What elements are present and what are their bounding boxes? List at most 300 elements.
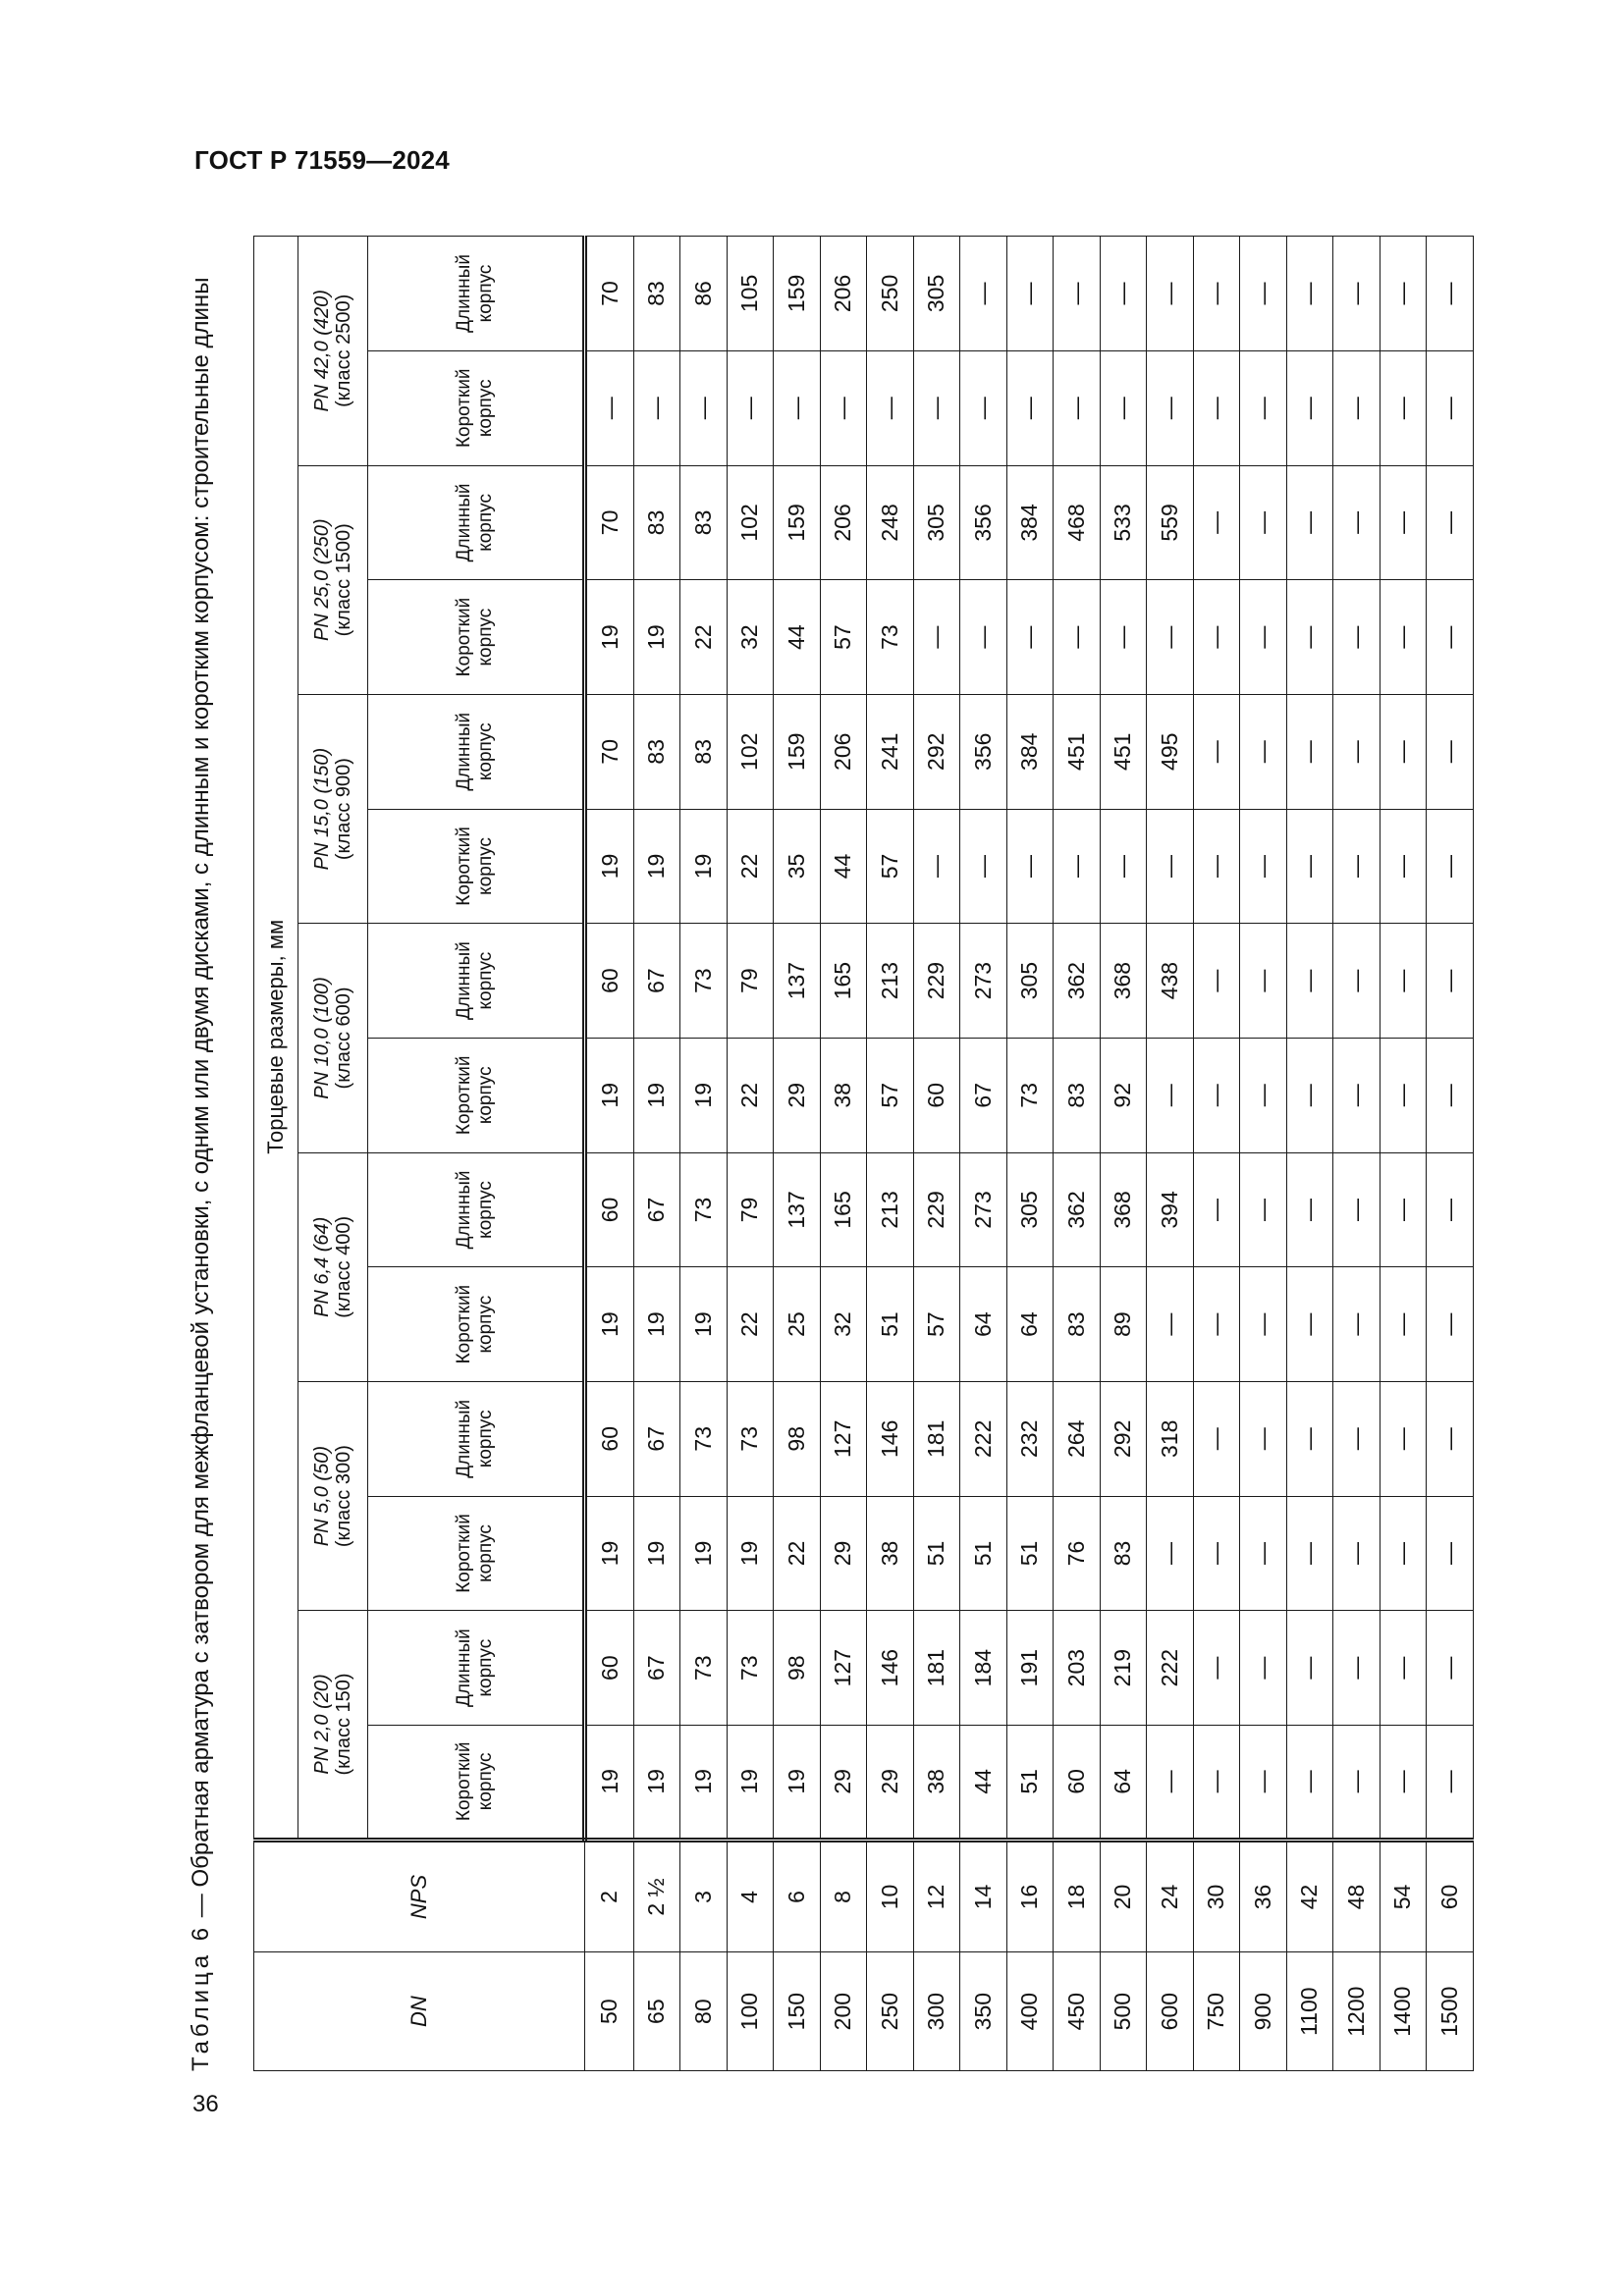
cell-value: 362	[1054, 1152, 1101, 1267]
cell-value: 70	[585, 237, 634, 351]
cell-value: —	[1100, 237, 1147, 351]
cell-value: —	[1193, 580, 1240, 695]
cell-value: —	[1286, 465, 1333, 580]
cell-value: —	[1193, 694, 1240, 809]
cell-dn: 500	[1100, 1952, 1147, 2071]
header-row-classes	[298, 237, 368, 2071]
header-class-0	[298, 1611, 368, 1840]
cell-value: 19	[585, 1038, 634, 1152]
class-rating-label: (класс 1500)	[333, 523, 354, 637]
cell-value: 83	[633, 237, 680, 351]
cell-value: 35	[774, 809, 821, 924]
cell-value: 206	[820, 694, 867, 809]
cell-value: 241	[867, 694, 914, 809]
cell-value: 137	[774, 1152, 821, 1267]
cell-value: 29	[867, 1725, 914, 1840]
cell-value: 73	[1006, 1038, 1054, 1152]
cell-value: —	[1240, 237, 1287, 351]
cell-value: 83	[1100, 1496, 1147, 1611]
cell-nps: 60	[1427, 1840, 1474, 1952]
cell-value: 67	[633, 1381, 680, 1496]
cell-value: —	[1427, 1611, 1474, 1726]
class-rating-label: (класс 600)	[333, 987, 354, 1090]
cell-value: —	[1427, 1038, 1474, 1152]
table-row	[867, 237, 914, 2071]
cell-value: 19	[633, 809, 680, 924]
cell-value: —	[960, 580, 1007, 695]
cell-value: —	[1286, 924, 1333, 1039]
header-short-body: Короткий корпус	[368, 1725, 585, 1840]
cell-value: 165	[820, 1152, 867, 1267]
cell-value: 79	[727, 924, 774, 1039]
cell-value: —	[1240, 1381, 1287, 1496]
cell-value: —	[1380, 1152, 1427, 1267]
cell-value: —	[1240, 1611, 1287, 1726]
cell-value: —	[1240, 1038, 1287, 1152]
cell-value: 22	[680, 580, 728, 695]
cell-value: 127	[820, 1611, 867, 1726]
cell-value: 57	[867, 809, 914, 924]
cell-value: —	[1006, 580, 1054, 695]
cell-value: —	[585, 350, 634, 465]
header-short-body: Короткий корпус	[368, 350, 585, 465]
cell-value: —	[960, 350, 1007, 465]
cell-value: —	[1286, 1381, 1333, 1496]
cell-nps: 36	[1240, 1840, 1287, 1952]
cell-value: —	[1286, 1038, 1333, 1152]
cell-value: —	[1240, 1496, 1287, 1611]
cell-value: 19	[633, 1725, 680, 1840]
cell-dn: 750	[1193, 1952, 1240, 2071]
cell-nps: 42	[1286, 1840, 1333, 1952]
cell-nps: 12	[913, 1840, 960, 1952]
header-long-body: Длинный корпус	[368, 237, 585, 351]
cell-value: 98	[774, 1611, 821, 1726]
cell-value: 73	[680, 1381, 728, 1496]
table-row	[1054, 237, 1101, 2071]
cell-value: 57	[867, 1038, 914, 1152]
cell-value: 89	[1100, 1267, 1147, 1382]
header-long-body: Длинный корпус	[368, 694, 585, 809]
cell-value: —	[913, 580, 960, 695]
cell-dn: 200	[820, 1952, 867, 2071]
cell-value: —	[867, 350, 914, 465]
cell-value: —	[820, 350, 867, 465]
cell-value: 29	[820, 1496, 867, 1611]
cell-value: —	[1427, 580, 1474, 695]
cell-value: 51	[1006, 1725, 1054, 1840]
cell-value: 60	[585, 924, 634, 1039]
cell-value: 19	[585, 1267, 634, 1382]
header-long-body: Длинный корпус	[368, 1381, 585, 1496]
cell-value: 38	[913, 1725, 960, 1840]
cell-value: —	[1006, 809, 1054, 924]
cell-value: —	[1380, 1496, 1427, 1611]
class-pn-label: PN 10,0 (100)	[311, 977, 333, 1099]
header-short-body: Короткий корпус	[368, 580, 585, 695]
cell-value: 67	[960, 1038, 1007, 1152]
cell-value: 232	[1006, 1381, 1054, 1496]
cell-value: 86	[680, 237, 728, 351]
cell-dn: 250	[867, 1952, 914, 2071]
cell-value: —	[1380, 465, 1427, 580]
cell-value: 229	[913, 1152, 960, 1267]
cell-value: —	[727, 350, 774, 465]
header-class-2	[298, 1152, 368, 1381]
cell-value: —	[1333, 1038, 1380, 1152]
cell-value: 38	[867, 1496, 914, 1611]
cell-value: 19	[680, 1725, 728, 1840]
cell-value: 19	[585, 1725, 634, 1840]
class-rating-label: (класс 900)	[333, 758, 354, 861]
cell-value: —	[1333, 1611, 1380, 1726]
cell-value: —	[1006, 237, 1054, 351]
header-class-6	[298, 237, 368, 466]
header-class-1	[298, 1381, 368, 1610]
cell-value: 451	[1100, 694, 1147, 809]
cell-value: 19	[633, 1496, 680, 1611]
cell-value: 60	[1054, 1725, 1101, 1840]
cell-value: —	[1193, 465, 1240, 580]
cell-value: 76	[1054, 1496, 1101, 1611]
cell-dn: 1100	[1286, 1952, 1333, 2071]
cell-value: 206	[820, 237, 867, 351]
cell-value: —	[1054, 809, 1101, 924]
cell-dn: 80	[680, 1952, 728, 2071]
cell-value: —	[1286, 1725, 1333, 1840]
cell-value: 19	[680, 1267, 728, 1382]
cell-value: —	[1054, 237, 1101, 351]
cell-value: 19	[633, 1038, 680, 1152]
cell-value: —	[1147, 237, 1194, 351]
cell-value: —	[1147, 1267, 1194, 1382]
page-number: 36	[192, 2091, 219, 2117]
cell-value: 67	[633, 1611, 680, 1726]
cell-value: 184	[960, 1611, 1007, 1726]
cell-value: 292	[913, 694, 960, 809]
cell-value: 22	[727, 809, 774, 924]
cell-value: —	[1193, 1725, 1240, 1840]
cell-value: 305	[1006, 924, 1054, 1039]
cell-value: —	[960, 237, 1007, 351]
cell-value: —	[1286, 809, 1333, 924]
cell-value: 29	[774, 1038, 821, 1152]
cell-value: 368	[1100, 924, 1147, 1039]
cell-value: 356	[960, 694, 1007, 809]
cell-value: 264	[1054, 1381, 1101, 1496]
cell-value: 29	[820, 1725, 867, 1840]
cell-value: 384	[1006, 694, 1054, 809]
cell-value: 70	[585, 465, 634, 580]
cell-value: 229	[913, 924, 960, 1039]
cell-value: —	[1333, 580, 1380, 695]
cell-value: 305	[913, 465, 960, 580]
header-end-dimensions: Торцевые размеры, мм	[254, 237, 298, 1841]
cell-value: 83	[680, 694, 728, 809]
cell-value: —	[1193, 1496, 1240, 1611]
cell-value: —	[1427, 237, 1474, 351]
cell-value: 102	[727, 694, 774, 809]
cell-value: 73	[680, 1611, 728, 1726]
cell-value: —	[1193, 1381, 1240, 1496]
rotated-table-block	[187, 236, 1462, 2071]
cell-dn: 400	[1006, 1952, 1054, 2071]
cell-value: —	[1380, 580, 1427, 695]
cell-value: 362	[1054, 924, 1101, 1039]
table-row	[774, 237, 821, 2071]
cell-value: 394	[1147, 1152, 1194, 1267]
cell-value: 73	[867, 580, 914, 695]
cell-value: —	[1286, 1152, 1333, 1267]
table-row	[913, 237, 960, 2071]
cell-value: —	[1240, 580, 1287, 695]
cell-value: 438	[1147, 924, 1194, 1039]
cell-value: 468	[1054, 465, 1101, 580]
cell-value: —	[1333, 1725, 1380, 1840]
cell-value: 51	[960, 1496, 1007, 1611]
cell-value: 19	[680, 1038, 728, 1152]
cell-value: —	[1147, 1038, 1194, 1152]
cell-dn: 300	[913, 1952, 960, 2071]
cell-value: 206	[820, 465, 867, 580]
cell-value: —	[1333, 1152, 1380, 1267]
header-row-group	[254, 237, 298, 2071]
cell-value: 98	[774, 1381, 821, 1496]
cell-value: —	[1100, 580, 1147, 695]
cell-value: 146	[867, 1381, 914, 1496]
header-short-body: Короткий корпус	[368, 1496, 585, 1611]
cell-value: 181	[913, 1611, 960, 1726]
table-row	[1380, 237, 1427, 2071]
table-row	[1006, 237, 1054, 2071]
class-pn-label: PN 6,4 (64)	[311, 1216, 333, 1317]
cell-value: 273	[960, 924, 1007, 1039]
cell-value: —	[1147, 350, 1194, 465]
cell-value: 32	[727, 580, 774, 695]
cell-value: 19	[680, 1496, 728, 1611]
class-pn-label: PN 25,0 (250)	[311, 518, 333, 642]
class-pn-label: PN 2,0 (20)	[311, 1674, 333, 1775]
cell-value: 19	[727, 1725, 774, 1840]
class-rating-label: (класс 400)	[333, 1215, 354, 1318]
cell-value: —	[1147, 809, 1194, 924]
cell-value: 51	[913, 1496, 960, 1611]
cell-dn: 600	[1147, 1952, 1194, 2071]
cell-nps: 18	[1054, 1840, 1101, 1952]
cell-value: —	[1333, 465, 1380, 580]
table-row	[1100, 237, 1147, 2071]
table-row	[960, 237, 1007, 2071]
cell-value: —	[1240, 465, 1287, 580]
cell-value: —	[1427, 350, 1474, 465]
cell-value: 73	[680, 924, 728, 1039]
cell-value: 64	[1006, 1267, 1054, 1382]
cell-value: —	[1240, 1152, 1287, 1267]
cell-value: —	[1333, 1267, 1380, 1382]
cell-nps: 30	[1193, 1840, 1240, 1952]
cell-dn: 150	[774, 1952, 821, 2071]
cell-value: 191	[1006, 1611, 1054, 1726]
cell-value: 83	[680, 465, 728, 580]
cell-value: —	[1380, 694, 1427, 809]
cell-value: —	[1193, 350, 1240, 465]
header-short-body: Короткий корпус	[368, 1038, 585, 1152]
header-long-body: Длинный корпус	[368, 1611, 585, 1726]
cell-dn: 1400	[1380, 1952, 1427, 2071]
cell-value: 222	[960, 1381, 1007, 1496]
cell-nps: 14	[960, 1840, 1007, 1952]
cell-nps: 16	[1006, 1840, 1054, 1952]
table-row	[1286, 237, 1333, 2071]
header-class-4	[298, 694, 368, 923]
cell-value: —	[1100, 809, 1147, 924]
cell-value: —	[1286, 1611, 1333, 1726]
cell-value: 73	[727, 1611, 774, 1726]
cell-value: —	[1193, 237, 1240, 351]
cell-value: —	[1240, 694, 1287, 809]
cell-value: —	[1193, 1152, 1240, 1267]
cell-value: —	[1286, 1267, 1333, 1382]
class-pn-label: PN 15,0 (150)	[311, 747, 333, 871]
header-class-3	[298, 924, 368, 1152]
cell-value: —	[1380, 350, 1427, 465]
cell-value: 559	[1147, 465, 1194, 580]
cell-value: 273	[960, 1152, 1007, 1267]
header-long-body: Длинный корпус	[368, 1152, 585, 1267]
cell-value: —	[1286, 237, 1333, 351]
cell-value: —	[1333, 1496, 1380, 1611]
cell-value: —	[1193, 1611, 1240, 1726]
cell-value: —	[960, 809, 1007, 924]
cell-value: —	[1240, 350, 1287, 465]
table-row	[1427, 237, 1474, 2071]
cell-value: —	[1333, 809, 1380, 924]
class-rating-label: (класс 150)	[333, 1673, 354, 1776]
table-body	[585, 237, 1474, 2071]
cell-value: —	[1333, 1381, 1380, 1496]
cell-value: 73	[680, 1152, 728, 1267]
cell-dn: 900	[1240, 1952, 1287, 2071]
table-caption	[187, 236, 215, 2071]
cell-value: 44	[960, 1725, 1007, 1840]
cell-value: —	[1427, 1496, 1474, 1611]
cell-nps: 10	[867, 1840, 914, 1952]
cell-value: 19	[633, 580, 680, 695]
cell-value: 60	[585, 1381, 634, 1496]
cell-value: 159	[774, 694, 821, 809]
cell-dn: 1200	[1333, 1952, 1380, 2071]
cell-value: —	[1380, 924, 1427, 1039]
header-long-body: Длинный корпус	[368, 924, 585, 1039]
cell-value: —	[1427, 694, 1474, 809]
cell-value: —	[1240, 1725, 1287, 1840]
cell-value: 83	[1054, 1267, 1101, 1382]
cell-value: —	[633, 350, 680, 465]
header-short-body: Короткий корпус	[368, 809, 585, 924]
cell-value: —	[1380, 1725, 1427, 1840]
cell-value: —	[1286, 694, 1333, 809]
cell-dn: 350	[960, 1952, 1007, 2071]
cell-value: 51	[867, 1267, 914, 1382]
cell-value: 102	[727, 465, 774, 580]
cell-nps: 54	[1380, 1840, 1427, 1952]
table-row	[1193, 237, 1240, 2071]
cell-value: 19	[585, 809, 634, 924]
cell-nps: 48	[1333, 1840, 1380, 1952]
header-nps: NPS	[254, 1840, 585, 1952]
cell-value: —	[1333, 237, 1380, 351]
cell-value: —	[1427, 1152, 1474, 1267]
cell-value: 51	[1006, 1496, 1054, 1611]
cell-value: —	[913, 350, 960, 465]
table-row	[820, 237, 867, 2071]
cell-nps: 20	[1100, 1840, 1147, 1952]
cell-value: —	[1333, 694, 1380, 809]
cell-value: —	[680, 350, 728, 465]
cell-value: 368	[1100, 1152, 1147, 1267]
class-rating-label: (класс 2500)	[333, 294, 354, 407]
cell-value: —	[1380, 1611, 1427, 1726]
cell-nps: 4	[727, 1840, 774, 1952]
table-caption-text: — Обратная арматура с затвором для межфланцевой установки, с одним или двумя дисками, с длинным и коротким корпусом: строительные длины	[188, 277, 214, 1924]
cell-value: 165	[820, 924, 867, 1039]
table-caption-label: Таблица 6	[188, 1923, 214, 2071]
cell-value: —	[1240, 809, 1287, 924]
cell-value: —	[1286, 350, 1333, 465]
cell-value: 67	[633, 924, 680, 1039]
cell-value: 25	[774, 1267, 821, 1382]
table-row	[1147, 237, 1194, 2071]
cell-value: 305	[1006, 1152, 1054, 1267]
cell-value: 19	[774, 1725, 821, 1840]
cell-dn: 50	[585, 1952, 634, 2071]
cell-value: —	[1147, 1496, 1194, 1611]
cell-value: —	[774, 350, 821, 465]
cell-value: 203	[1054, 1611, 1101, 1726]
cell-value: —	[1380, 1267, 1427, 1382]
cell-nps: 8	[820, 1840, 867, 1952]
cell-value: 250	[867, 237, 914, 351]
cell-value: 146	[867, 1611, 914, 1726]
class-rating-label: (класс 300)	[333, 1445, 354, 1548]
table-row	[727, 237, 774, 2071]
cell-value: 22	[727, 1267, 774, 1382]
cell-value: 92	[1100, 1038, 1147, 1152]
cell-value: 83	[633, 694, 680, 809]
cell-value: 105	[727, 237, 774, 351]
cell-value: 79	[727, 1152, 774, 1267]
cell-value: —	[1333, 924, 1380, 1039]
header-row-body-types	[368, 237, 585, 2071]
header-dn: DN	[254, 1952, 585, 2071]
cell-value: 19	[727, 1496, 774, 1611]
table-row	[1333, 237, 1380, 2071]
end-dimensions-table	[253, 236, 1474, 2071]
cell-nps: 2	[585, 1840, 634, 1952]
cell-value: 57	[913, 1267, 960, 1382]
cell-value: 159	[774, 465, 821, 580]
cell-value: —	[1286, 1496, 1333, 1611]
cell-value: 57	[820, 580, 867, 695]
cell-value: 495	[1147, 694, 1194, 809]
cell-value: 137	[774, 924, 821, 1039]
cell-value: 60	[913, 1038, 960, 1152]
header-short-body: Короткий корпус	[368, 1267, 585, 1382]
cell-value: —	[1380, 809, 1427, 924]
cell-value: —	[1427, 924, 1474, 1039]
cell-value: 83	[1054, 1038, 1101, 1152]
cell-value: 19	[585, 1496, 634, 1611]
